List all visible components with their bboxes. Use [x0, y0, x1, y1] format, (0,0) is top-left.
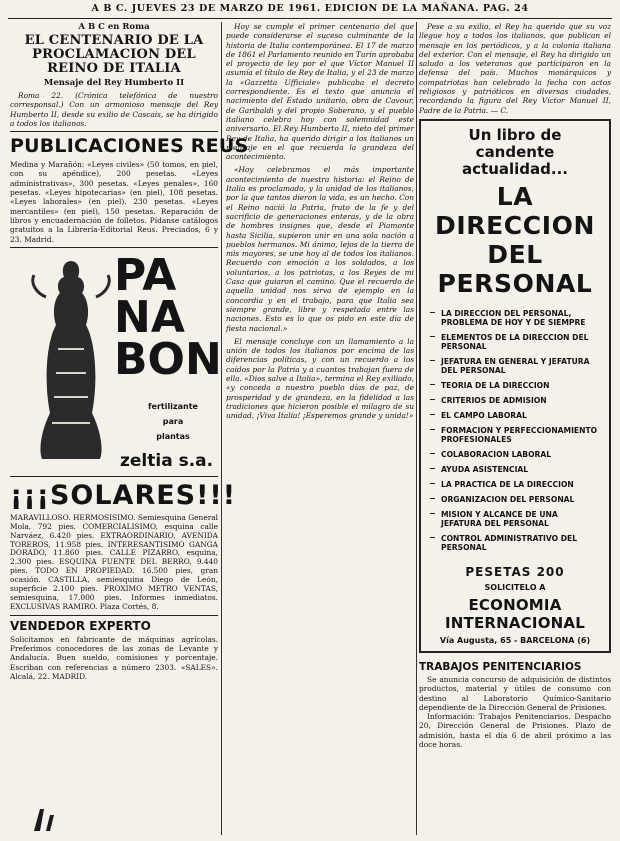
header-rule	[8, 18, 612, 19]
article-paragraph: El mensaje concluye con un llamamiento a la unión de todos los italianos por encima de las diferencias políticas, y con un recuerdo a los caídos por la Patria y a cuantos trabajan fuera de ella. «Dios salve a Italia», termina el Rey exiliado, «y conceda a nuestro pueblo días de paz, de prosperidad y de grandeza, en la fidelidad a las tradiciones que hicieron posible el milagro de su unidad. ¡Viva Italia! ¡Esperemos grande y unida!»	[226, 336, 414, 421]
column-middle	[226, 22, 414, 835]
contents-item: COLABORACION LABORAL	[429, 447, 601, 462]
ad-vendedor-title: VENDEDOR EXPERTO	[10, 618, 151, 633]
notice-trabajos-title: TRABAJOS PENITENCIARIOS	[419, 660, 582, 673]
tagline-line: para	[162, 416, 184, 426]
panabon-line: PA	[114, 249, 177, 301]
ad-panabon-letters	[114, 249, 222, 385]
contents-item: MISION Y ALCANCE DE UNA JEFATURA DEL PERSONAL	[429, 507, 601, 531]
ad-book-contents	[429, 306, 601, 555]
panabon-line: BON	[114, 333, 222, 385]
contents-item: ELEMENTOS DE LA DIRECCION DEL PERSONAL	[429, 330, 601, 354]
binding-mark-icon	[30, 807, 60, 833]
article-headline: EL CENTENARIO DE LA PROCLAMACION DEL REINO DE ITALIA	[24, 33, 204, 76]
column-right	[419, 22, 611, 835]
divider	[10, 131, 218, 132]
ad-solares-body: MARAVILLOSO. HERMOSISIMO. Semiesquina General Mola, 792 pies. COMERCIALISIMO, esquina calle Narváez, 6.420 pies. EXTRAORDINARIO, AVENIDA TOREROS, 11.958 pies. INTERESANTISIMO GANGA DORADO, 11.860 pies. CALLE PIZARRO, esquina, 2.300 pies. ESQUINA FUENTE DEL BERRO, 9.440 pies. TODO EN PROPIEDAD. 16.500 pies, gran ocasión. CASTILLA, semiesquina Diego de León, superficie 2.100 pies. PROXIMO METRO VENTAS, semiesquina, 17.000 pies. Informes inmediatos. EXCLUSIVAS RAMIRO. Plaza Cortés, 8.	[10, 512, 218, 611]
panabon-line: NA	[114, 291, 185, 343]
ad-book-order-label: SOLICITELO A	[484, 582, 546, 592]
contents-item: JEFATURA EN GENERAL Y JEFATURA DEL PERSONAL	[429, 354, 601, 378]
ad-solares	[10, 479, 237, 612]
tagline-line: plantas	[156, 431, 190, 441]
ad-book	[419, 119, 611, 653]
contents-item: AYUDA ASISTENCIAL	[429, 462, 601, 477]
article-paragraph: Hoy se cumple el primer centenario del que puede considerarse el suceso culminante de la historia de Italia contemporánea. El 17 de marzo de 1861 el Parlamento reunido en Turín aprobaba el proyecto de ley por el que Víctor Manuel II asumía el título de Rey de Italia, y el 23 de marzo la «Gazzetta Ufficiale» publicaba el decreto correspondiente. Es el texto que anuncia el nacimiento del Estado unitario, obra de Cavour, de Garibaldi y del propio Soberano, y el pueblo italiano celebra hoy con solemnidad este aniversario. El Rey Humberto II, nieto del primer Rey de Italia, ha querido dirigir a los italianos un mensaje en el que recuerda la grandeza del acontecimiento.	[226, 22, 414, 162]
divider	[10, 615, 218, 616]
ad-panabon-brand: zeltia s.a.	[120, 450, 214, 471]
notice-trabajos-body: Se anuncia concurso de adquisición de distintos productos, material y útiles de consumo con destino al Laboratorio Químico-Sanitario dependiente de la Dirección General de Prisiones.	[419, 674, 611, 712]
ad-book-address: Vía Augusta, 65 - BARCELONA (6)	[439, 635, 591, 645]
page-header: A B C. JUEVES 23 DE MARZO DE 1961. EDICION DE LA MAÑANA. PAG. 24	[91, 3, 529, 14]
contents-item: CONTROL ADMINISTRATIVO DEL PERSONAL	[429, 531, 601, 555]
column-rule-2	[416, 22, 417, 835]
ad-vendedor	[10, 619, 218, 681]
ad-solares-title: ¡¡¡SOLARES!!!	[10, 479, 237, 511]
ad-book-price: PESETAS 200	[465, 564, 565, 579]
column-left	[10, 22, 249, 835]
article-continuation: Pese a su exilio, el Rey ha querido que su voz llegue hoy a todos los italianos, que publican el mensaje en los periódicos, y a la colonia italiana del exterior. Con el mensaje, el Rey ha dirigido un saludo a los veteranos que participaron en la defensa del país. Muchos monárquicos y compatriotas han celebrado la fecha con actos religiosos y patrióticos en diversas ciudades, recordando la figura del Rey Víctor Manuel II, Padre de la Patria. — C.	[419, 22, 611, 115]
divider	[10, 247, 218, 248]
article-subhead: Mensaje del Rey Humberto II	[43, 78, 185, 88]
ad-vendedor-body: Solicitamos en fabricante de máquinas agrícolas. Preferimos conocedores de las zonas de Levante y Andalucía. Buen sueldo, comisiones y porcentaje. Escriban con referencias a número 2303. «SALES». Alcalá, 22. MADRID.	[10, 634, 218, 682]
contents-item: LA DIRECCION DEL PERSONAL, PROBLEMA DE HOY Y DE SIEMPRE	[429, 306, 601, 330]
contents-item: ORGANIZACION DEL PERSONAL	[429, 492, 601, 507]
divider	[10, 476, 218, 477]
article-lead: Roma 22. (Crónica telefónica de nuestro corresponsal.) Con un armonioso mensaje del Rey Humberto II, desde su exilio de Cascais, se ha dirigido a todos los italianos.	[10, 91, 218, 128]
article-paragraph: «Hoy celebramos el más importante acontecimiento de nuestra historia: el Reino de Italia es proclamado, y la unidad de los italianos, por la que tantos dieron la vida, es un hecho. Con el Reino nació la Patria, fruto de la fe y del sacrificio de generaciones enteras, y de la obra de hombres insignes que, desde el Piamonte hasta Sicilia, supieron unir en una sola nación a pueblos hermanos. Mi ánimo, lejos de la tierra de mis mayores, se une hoy al de todos los italianos. Recuerdo con emoción a los soldados, a los voluntarios, a los patriotas, a los Reyes de mi Casa que guiaron el camino. Que el recuerdo de aquella unidad nos sirva de ejemplo en la concordia y en el trabajo, para que Italia sea siempre grande, libre y respetada entre las naciones. Esto es lo que os pido en este día de fiesta nacional.»	[226, 165, 414, 333]
ad-reus-body: Medina y Marañón: «Leyes civiles» (50 tomos, en piel, con su apéndice), 200 pesetas. «Leyes administrativas», 300 pesetas. «Leyes penales», 160 pesetas. «Leyes hipotecarias» (en piel), 108 pesetas. «Leyes laborales» (en piel), 230 pesetas. «Leyes mercantiles» (en piel), 150 pesetas. Reparación de libros y encuadernación de folletos. Pídanse catálogos gratuitos a la Librería-Editorial Reus. Preciados, 6 y 23. Madrid.	[10, 160, 218, 244]
contents-item: LA PRACTICA DE LA DIRECCION	[429, 477, 601, 492]
ad-panabon-tagline	[136, 399, 210, 444]
tagline-line: fertilizante	[148, 401, 198, 411]
ad-book-publisher: ECONOMIA INTERNACIONAL	[445, 595, 585, 632]
ad-reus	[10, 135, 249, 244]
contents-item: CRITERIOS DE ADMISION	[429, 393, 601, 408]
contents-item: TEORIA DE LA DIRECCION	[429, 378, 601, 393]
ad-book-title: LA DIRECCION DEL PERSONAL	[435, 181, 595, 298]
ad-panabon	[10, 249, 222, 473]
article-kicker: A B C en Roma	[78, 22, 150, 32]
ad-reus-title: PUBLICACIONES REUS	[10, 135, 249, 158]
contents-item: FORMACION Y PERFECCIONAMIENTO PROFESIONALES	[429, 423, 601, 447]
ad-book-intro: Un libro de candente actualidad...	[462, 125, 568, 178]
figurine-illustration	[26, 253, 116, 463]
notice-trabajos-body: Información: Trabajos Penitenciarios. Despacho 20, Dirección General de Prisiones. Plazo de admisión, hasta el día 6 de abril próximo a las doce horas.	[419, 712, 611, 750]
contents-item: EL CAMPO LABORAL	[429, 408, 601, 423]
notice-trabajos	[419, 661, 611, 749]
